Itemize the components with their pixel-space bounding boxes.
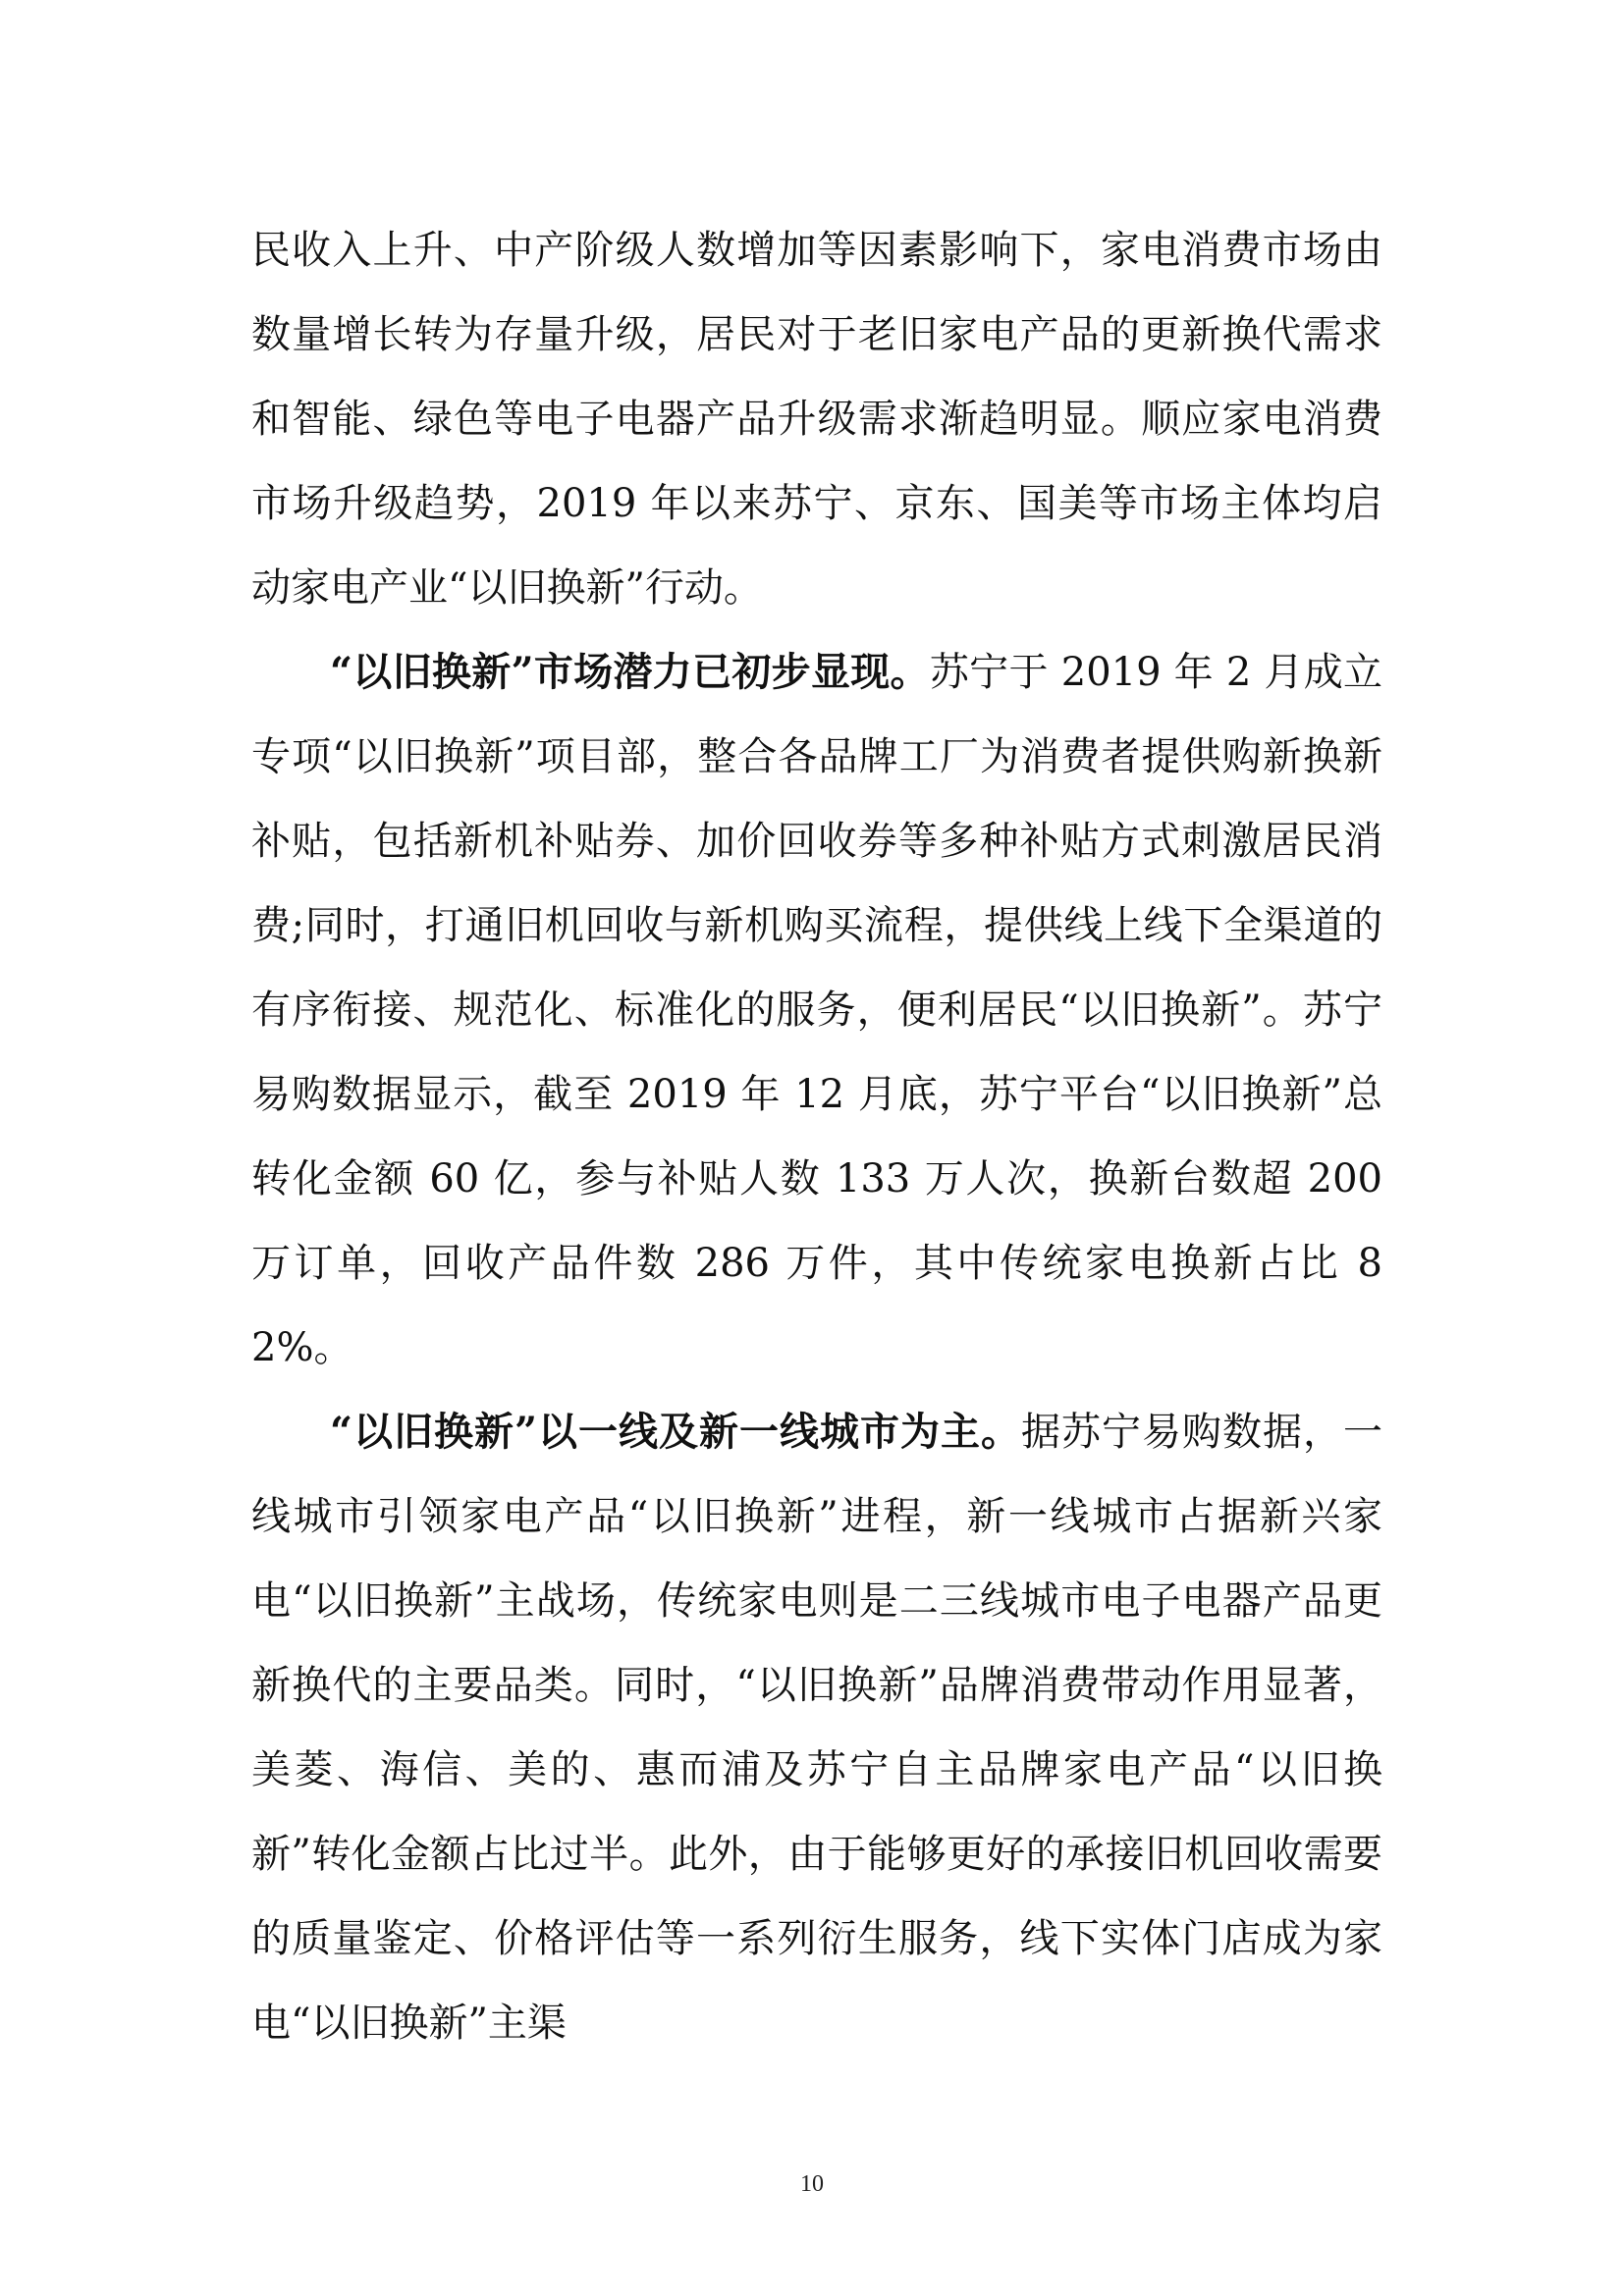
paragraph-1	[251, 208, 1382, 630]
paragraph-1-text: 民收入上升、中产阶级人数增加等因素影响下，家电消费市场由数量增长转为存量升级，居民对于老旧家电产品的更新换代需求和智能、绿色等电子电器产品升级需求渐趋明显。顺应家电消费市场升级趋势，2019 年以来苏宁、京东、国美等市场主体均启动家电产业“以旧换新”行动。	[251, 228, 1382, 611]
paragraph-2-text: 苏宁于 2019 年 2 月成立专项“以旧换新”项目部，整合各品牌工厂为消费者提供购新换新补贴，包括新机补贴券、加价回收券等多种补贴方式刺激居民消费;同时，打通旧机回收与新机购买流程，提供线上线下全渠道的有序衔接、规范化、标准化的服务，便利居民“以旧换新”。苏宁易购数据显示，截至 2019 年 12 月底，苏宁平台“以旧换新”总转化金额 60 亿，参与补贴人数 133 万人次，换新台数超 200 万订单，回收产品件数 286 万件，其中传统家电换新占比 82%。	[251, 650, 1383, 1370]
paragraph-3-heading: “以旧换新”以一线及新一线城市为主。	[330, 1409, 1022, 1455]
paragraph-3-text: 据苏宁易购数据，一线城市引领家电产品“以旧换新”进程，新一线城市占据新兴家电“以旧换新”主战场，传统家电则是二三线城市电子电器产品更新换代的主要品类。同时，“以旧换新”品牌消费带动作用显著，美菱、海信、美的、惠而浦及苏宁自主品牌家电产品“以旧换新”转化金额占比过半。此外，由于能够更好的承接旧机回收需要的质量鉴定、价格评估等一系列衍生服务，线下实体门店成为家电“以旧换新”主渠	[251, 1410, 1383, 2046]
body-text	[251, 208, 1382, 2065]
paragraph-2-heading: “以旧换新”市场潜力已初步显现。	[330, 649, 930, 695]
paragraph-3	[251, 1390, 1382, 2065]
page-number: 10	[800, 2171, 824, 2197]
paragraph-2	[251, 630, 1382, 1390]
